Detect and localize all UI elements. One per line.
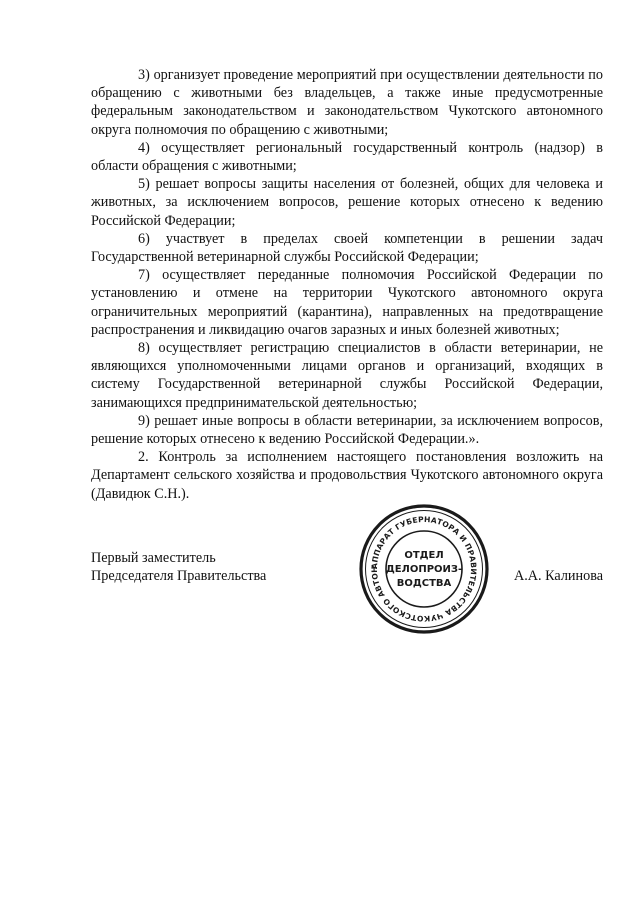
paragraph-item-6: 6) участвует в пределах своей компетенции в решении задач Государственной ветеринарной службы Российской Федерации; [91,230,603,266]
signer-position [91,549,266,585]
paragraph-item-3: 3) организует проведение мероприятий при осуществлении деятельности по обращению с животными без владельцев, а также иные предусмотренные федеральным законодательством и законодательством Чукотского автономного округа полномочия по обращению с животными; [91,67,603,138]
signer-position-line1: Первый заместитель [91,550,216,566]
paragraph-item-7: 7) осуществляет переданные полномочия Российской Федерации по установлению и отмене на территории Чукотского автономного округа ограничительных мероприятий (карантина), направленных на предотвращение распространения и ликвидацию очагов заразных и иных болезней животных; [91,267,603,338]
paragraph-item-5: 5) решает вопросы защиты населения от болезней, общих для человека и животных, за исключением вопросов, решение которых отнесено к ведению Российской Федерации; [91,176,603,229]
stamp-ring-text: АППАРАТ ГУБЕРНАТОРА И ПРАВИТЕЛЬСТВА ЧУКОТСКОГО АВТОН [369,514,479,624]
signer-position-line2: Председателя Правительства [91,568,267,585]
official-stamp [358,503,490,635]
stamp-center-line3: ВОДСТВА [396,578,452,589]
paragraph-control-clause: 2. Контроль за исполнением настоящего постановления возложить на Департамент сельского хозяйства и продовольствия Чукотского автономного округа (Давидюк С.Н.). [91,449,603,502]
paragraph-item-8: 8) осуществляет регистрацию специалистов в области ветеринарии, не являющихся уполномоченными лицами органов и организаций, входящих в систему Государственной ветеринарной службы Российской Федерации, занимающихся предпринимательской деятельностью; [91,340,603,411]
stamp-seal-icon [358,503,490,635]
stamp-center-line2: ДЕЛОПРОИЗ- [385,564,463,575]
signer-name: А.А. Калинова [514,568,603,584]
signature-block [91,549,603,609]
document-body [91,66,603,503]
paragraph-item-4: 4) осуществляет региональный государственный контроль (надзор) в области обращения с животными; [91,139,603,175]
stamp-center-line1: ОТДЕЛ [404,550,444,561]
paragraph-item-9: 9) решает иные вопросы в области ветеринарии, за исключением вопросов, решение которых отнесено к ведению Российской Федерации.». [91,412,603,448]
